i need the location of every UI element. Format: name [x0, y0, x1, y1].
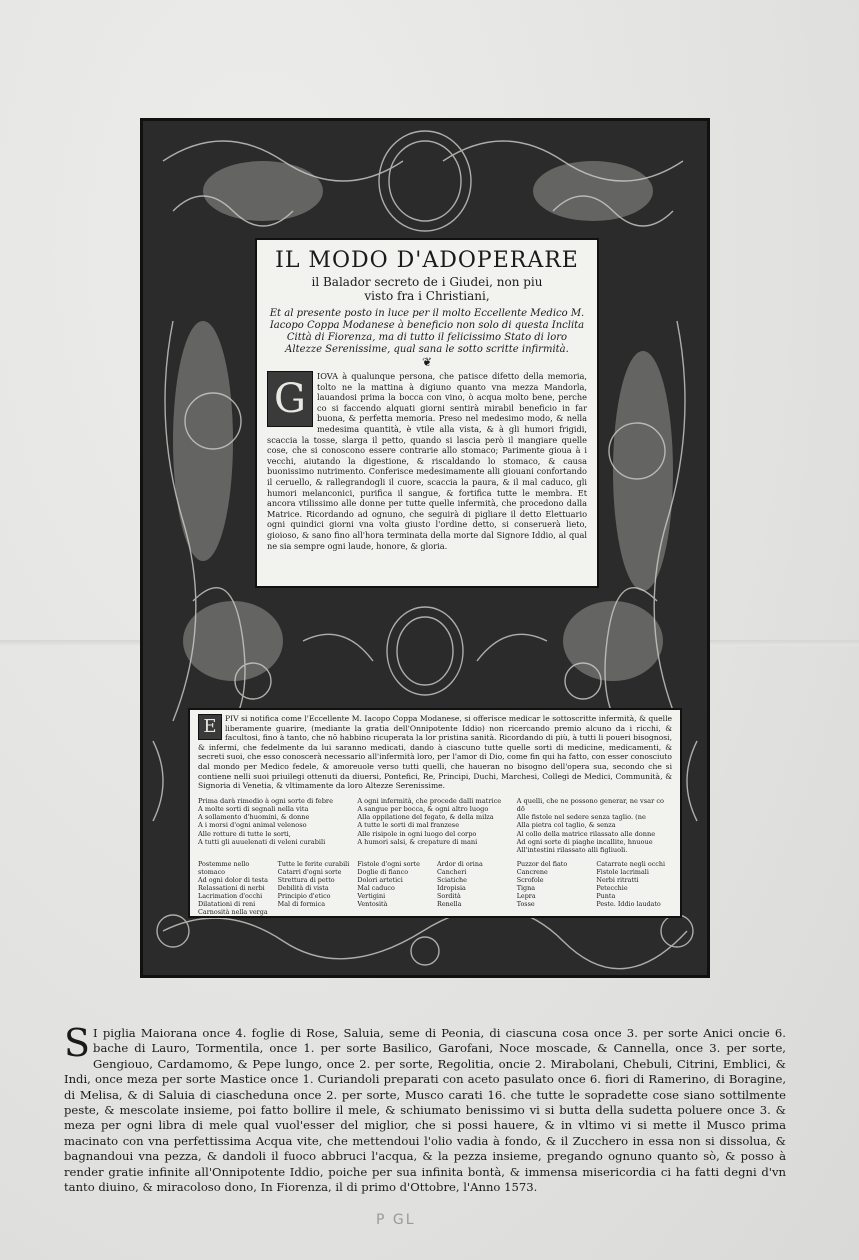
fleuron-icon: ❦ [421, 355, 433, 369]
list-item: Catarrate negli occhi [596, 860, 666, 869]
ailment-column [198, 860, 274, 916]
list-item: Cancheri [437, 868, 467, 877]
list-item: Postemme nello stomaco [198, 860, 250, 877]
list-item: A quelli, che ne possono generar, ne vsar co dō [516, 796, 664, 813]
list-item: Fistole d'ogni sorte [357, 860, 420, 869]
ailment-column [596, 860, 672, 916]
dedication-text: Et al presente posto in luce per il molto Eccellente Medico M. Iacopo Coppa Modanese à beneficio non solo di questa Inclita Città di Fiorenza, ma di tutto il felicissimo Stato di loro Altezze Serenissime, qual sana le sotto scritte infirmità. [269, 308, 585, 355]
list-item: Vertigini [357, 892, 386, 901]
first-paragraph: IOVA à qualunque persona, che patisce difetto della memoria, tolto ne la mattina à digiuno quanto vna mezza Mandorla, lauandosi prima la bocca con vino, ò acqua molto bene, perche co si faccendo alquati giorni sentirà mirabil beneficio in far buona, & perfetta memoria. Preso nel medesimo modo, & nella medesima quantità, è vtile alla vista, & à gli humori frigidi, scaccia la tosse, slarga il petto, quando si lascia però il mangiare quelle cose, che si conoscono essere contrarie allo stomaco; Parimente gioua à i vecchi, aiutando la digestione, & riscaldando lo stomaco, & causa buonissimo nutrimento. Conferisce medesimamente alli giouani confortando il ceruello, & rallegrandogli il cuore, scaccia la paura, & il mal caduco, gli humori melanconici, purifica il sangue, & fortifica tutte le membra. Et ancora vtilissimo alle donne per tutte quelle infermità, che procedono dalla Matrice. Ricordando ad ognuno, che seguirà di pigliare il detto Elettuario ogni quindici giorni vna volta giusto l'ordine detto, si conseruerà lieto, gioioso, & sano fino all'hora terminata della morte dal Signore Iddio, al qual ne sia sempre ogni laude, honore, & gloria. [267, 371, 587, 551]
ailment-column [357, 860, 433, 916]
list-item: Strettura di petto [277, 876, 335, 885]
list-item: Dolori artetici [357, 876, 403, 885]
list-item: Renella [437, 900, 462, 909]
list-item: A sollamento d'huomini, & donne [198, 813, 310, 822]
ailment-column [278, 860, 354, 916]
list-item: Fistole lacrimali [596, 868, 649, 877]
list-item: Sciatiche [437, 876, 467, 885]
list-item: Doglie di fianco [357, 868, 409, 877]
recipe-initial: S [64, 1021, 91, 1065]
list-item: A humori salsi, & crepature di mani [357, 837, 478, 846]
list-item: Prima darà rimedio à ogni sorte di febre [198, 796, 333, 805]
list-item: Dilatationi di reni [198, 900, 256, 909]
list-item: All'intestini rilassato alli figliuoli. [516, 845, 628, 854]
list-item: Carnosità nella verga [198, 908, 268, 917]
subtitle-line-1: il Balador secreto de i Giudei, non piu [311, 275, 543, 289]
remedy-column [198, 797, 353, 854]
list-item: Punta [596, 892, 616, 901]
list-item: A i morsi d'ogni animal velenoso [198, 821, 307, 830]
list-item: Mal di formica [277, 900, 326, 909]
list-item: Ad ogni dolor di testa [198, 876, 268, 885]
list-item: Al collo della matrice rilassato alle donne [516, 829, 656, 838]
list-item: A molte sorti di segnali nella vita [198, 804, 309, 813]
list-item: A ogni infermità, che procede dalli matrice [357, 796, 502, 805]
list-item: Sordità [437, 892, 461, 901]
list-item: A tutti gli auuelenati di veleni curabili [198, 837, 326, 846]
first-paragraph-block [267, 371, 587, 551]
list-item: Ad ogni sorte di piaghe incallite, hnuoue [516, 837, 653, 846]
list-item: Ardor di orina [437, 860, 483, 869]
list-item: Alle fistole nel sedere senza taglio. (ne [516, 813, 646, 822]
remedy-column [517, 797, 672, 854]
list-item: Peste. Iddio laudato [596, 900, 661, 909]
ailment-column [437, 860, 513, 916]
pencil-note: P GL [376, 1212, 416, 1228]
list-item: Tosse [516, 900, 535, 909]
remedy-column [357, 797, 512, 854]
list-item: Alla oppilatione del fegato, & della milza [357, 813, 494, 822]
list-item: Cancrene [516, 868, 548, 877]
second-paragraph-block [198, 714, 672, 791]
list-item: Petecchie [596, 884, 628, 893]
list-item: Nerbi ritratti [596, 876, 639, 885]
recipe-paragraph: I piglia Maiorana once 4. foglie di Rose, Saluia, seme di Peonia, di ciascuna cosa once 3. per sorte Anici oncie 6. bache di Lauro, Tormentila, once 1. per sorte Basilico, Garofani, Noce moscade, & Cannella, once 3. per sorte, Gengiouo, Cardamomo, & Pepe lungo, once 2. per sorte, Regolitia, oncie 2. Mirabolani, Chebuli, Citrini, Emblici, & Indi, once meza per sorte Mastice once 1. Curiandoli preparati con aceto pasulato once 6. fiori di Ramerino, di Boragine, di Melisa, & di Saluia di ciascheduna once 2. per sorte, Musco carati 16. che tutte le sopradette cose siano sottilmente peste, & mescolate insieme, poi fatto bollire il mele, & schiumato benissimo vi si butta della sudetta poluere once 3. & meza per ogni libra di mele qual vuol'esser del miglior, che si possi hauere, & in vltimo vi si mette il Musco prima macinato con vna perfettissima Acqua vite, che mettendoui l'olio vadia à fondo, & il Zucchero in essa non si dissolua, & bagnandoui vna pezza, & dandoli il fuoco abbruci l'acqua, & la pezza insieme, pregando ognuno quanto sò, & posso à render gratie infinite all'Onnipotente Iddio, poiche per sua infinita bontà, & immensa misericordia ci ha fatti degni d'vn tanto diuino, & miracoloso dono, In Fiorenza, il di primo d'Ottobre, l'Anno 1573. [64, 1026, 786, 1195]
list-item: Mal caduco [357, 884, 395, 893]
ailment-column [517, 860, 593, 916]
subtitle-line-2: visto fra i Christiani, [364, 289, 490, 303]
list-item: Catarri d'ogni sorte [277, 868, 342, 877]
list-item: Tutte le ferite curabili [277, 860, 350, 869]
list-item: Relassationi di nerbi [198, 884, 265, 893]
list-item: Puzzor del fiato [516, 860, 568, 869]
decorated-initial-2: E [198, 714, 222, 740]
remedy-list [198, 797, 672, 854]
list-item: Debilità di vista [277, 884, 329, 893]
second-paragraph: PIV si notifica come l'Eccellente M. Iacopo Coppa Modanese, si offerisce medicar le sottoscritte infermità, & quelle liberamente guarire, (mediante la gratia dell'Onnipotente Iddio) non ricercando premio alcuno da i ricchi, & facultosi, fino à tanto, che nō habbino ricuperata la lor pristina sanità. Ricordando di più, à tutti li poueri bisognosi, & infermi, che fedelmente da lui saranno medicati, dando à ciascuno tutte quelle sorti di medicine, medicamenti, & secreti suoi, che esso conoscerà necessario all'infermità loro, per l'amor di Dio, come fin qui ha fatto, con esser conosciuto dal mondo per Medico fedele, & amoreuole verso tutti quelli, che haueran no bisogno dell'opera sua, secondo che si contiene nelli suoi priuilegi ottenuti da diuersi, Pontefici, Re, Principi, Duchi, Marchesi, Collegi de Medici, Communità, & Signoria di Venetia, & vltimamente da loro Altezze Serenissime. [198, 714, 672, 791]
list-item: Scrofole [516, 876, 544, 885]
recipe-paragraph-block [64, 1021, 786, 1195]
ailment-list [198, 860, 672, 916]
list-item: A tutte le sorti di mal franzese [357, 821, 460, 830]
list-item: Alla pietra col taglio, & senza [516, 821, 616, 830]
notice-panel [188, 708, 682, 918]
decorated-initial: G [267, 371, 313, 427]
title-panel [255, 238, 599, 588]
list-item: Principio d'etico [277, 892, 331, 901]
list-item: Idropisia [437, 884, 466, 893]
list-item: Alle risipole in ogni luogo del corpo [357, 829, 477, 838]
list-item: Alle rotture di tutte le sorti, [198, 829, 291, 838]
list-item: Lepra [516, 892, 536, 901]
list-item: Tigna [516, 884, 536, 893]
list-item: Ventosità [357, 900, 388, 909]
list-item: Lacrimation d'occhi [198, 892, 263, 901]
list-item: A sangue per bocca, & ogni altro luogo [357, 804, 489, 813]
page-title: IL MODO D'ADOPERARE [275, 248, 579, 273]
